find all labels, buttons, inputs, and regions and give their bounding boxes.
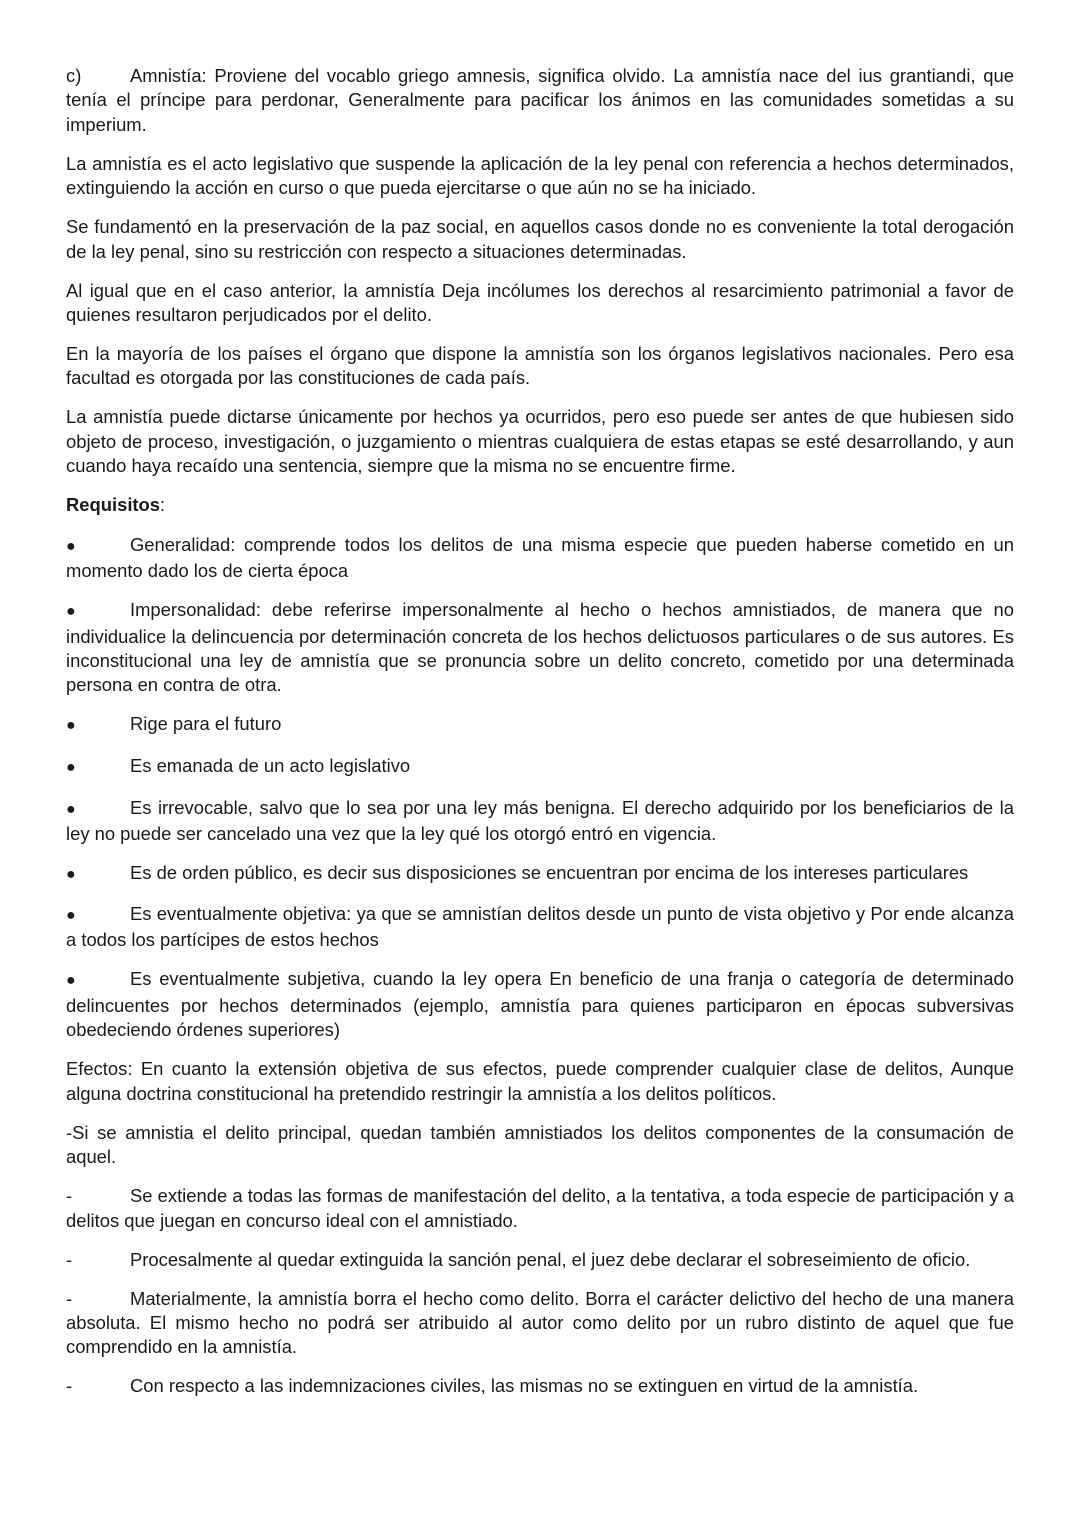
efecto-item: [66, 1248, 1014, 1272]
section-intro-text: Amnistía: Proviene del vocablo griego amnesis, significa olvido. La amnistía nace del ius grantiandi, que tenía el príncipe para perdonar, Generalmente para pacificar los ánimos en las comunidades sometidas a su imperium.: [66, 65, 1014, 135]
efectos-first: -Si se amnistia el delito principal, quedan también amnistiados los delitos componentes de la consumación de aquel.: [66, 1121, 1014, 1168]
efecto-text: Materialmente, la amnistía borra el hecho como delito. Borra el carácter delictivo del hecho de una manera absoluta. El mismo hecho no podrá ser atribuido al autor como delito por un rubro distinto de aquel que fue comprendido en la amnistía.: [66, 1287, 1014, 1358]
efecto-text: Se extiende a todas las formas de manifestación del delito, a la tentativa, a toda especie de participación y a delitos que juegan en concurso ideal con el amnistiado.: [66, 1185, 1014, 1231]
bullet-icon: ●: [66, 800, 76, 818]
bullet-icon: ●: [66, 759, 76, 777]
requisito-text: Impersonalidad: debe referirse impersonalmente al hecho o hechos amnistiados, de manera que no individualice la delincuencia por determinación concreta de los hechos delictuosos particulares o de sus autores. Es inconstitucional una ley de amnistía que se pronuncia sobre un delito concreto, cometido por una determinada persona en contra de otra.: [66, 599, 1014, 696]
dash-marker: -: [66, 1185, 73, 1207]
efecto-item: [66, 1287, 1014, 1360]
requisito-text: Es irrevocable, salvo que lo sea por una ley más benigna. El derecho adquirido por los beneficiarios de la ley no puede ser cancelado una vez que la ley qué los otorgó entró en vigencia.: [66, 796, 1014, 845]
requisito-item: [66, 796, 1014, 847]
requisito-text: Es de orden público, es decir sus disposiciones se encuentran por encima de los intereses particulares: [130, 862, 969, 884]
efecto-item: [66, 1374, 1014, 1398]
dash-marker: -: [66, 1248, 73, 1270]
bullet-icon: ●: [66, 972, 76, 990]
paragraph: Al igual que en el caso anterior, la amnistía Deja incólumes los derechos al resarcimiento patrimonial a favor de quienes resultaron perjudicados por el delito.: [66, 279, 1014, 326]
paragraph: La amnistía puede dictarse únicamente por hechos ya ocurridos, pero eso puede ser antes de que hubiesen sido objeto de proceso, investigación, o juzgamiento o mientras cualquiera de estas etapas se esté desarrollando, y aun cuando haya recaído una sentencia, siempre que la misma no se encuentre firme.: [66, 406, 1014, 477]
paragraph: Se fundamentó en la preservación de la paz social, en aquellos casos donde no es conveniente la total derogación de la ley penal, sino su restricción con respecto a situaciones determinadas.: [66, 216, 1014, 262]
dash-marker: -: [66, 1375, 73, 1397]
requisito-text: Rige para el futuro: [130, 713, 282, 735]
requisitos-heading: [66, 493, 1014, 517]
requisito-text: Es eventualmente objetiva: ya que se amnistían delitos desde un punto de vista objetivo y Por ende alcanza a todos los partícipes de estos hechos: [66, 903, 1014, 951]
section-c-intro: [66, 64, 1014, 137]
requisito-text: Es eventualmente subjetiva, cuando la ley opera En beneficio de una franja o categoría de determinado delincuentes por hechos determinados (ejemplo, amnistía para quienes participaron en épocas subversivas obedeciendo órdenes superiores): [66, 968, 1014, 1041]
paragraph: En la mayoría de los países el órgano que dispone la amnistía son los órganos legislativos nacionales. Pero esa facultad es otorgada por las constituciones de cada país.: [66, 343, 1014, 389]
requisito-item: [66, 967, 1014, 1042]
requisito-item: [66, 861, 1014, 887]
bullet-icon: ●: [66, 537, 76, 555]
requisitos-heading-text: Requisitos: [66, 494, 161, 516]
requisitos-heading-colon: :: [160, 494, 166, 516]
requisito-item: [66, 712, 1014, 738]
efecto-text: Procesalmente al quedar extinguida la sanción penal, el juez debe declarar el sobreseimiento de oficio.: [130, 1248, 971, 1270]
requisito-text: Es emanada de un acto legislativo: [130, 755, 411, 777]
requisito-text: Generalidad: comprende todos los delitos de una misma especie que pueden haberse cometido en un momento dado los de cierta época: [66, 533, 1014, 582]
bullet-icon: ●: [66, 603, 76, 621]
bullet-icon: ●: [66, 907, 76, 925]
requisito-item: [66, 533, 1014, 584]
requisito-item: [66, 598, 1014, 698]
bullet-icon: ●: [66, 866, 76, 884]
efecto-item: [66, 1184, 1014, 1233]
section-marker: c): [66, 65, 82, 86]
requisito-item: [66, 902, 1014, 953]
efecto-text: Con respecto a las indemnizaciones civiles, las mismas no se extinguen en virtud de la amnistía.: [130, 1375, 919, 1397]
dash-marker: -: [66, 1287, 73, 1309]
paragraph: La amnistía es el acto legislativo que suspende la aplicación de la ley penal con referencia a hechos determinados, extinguiendo la acción en curso o que pueda ejercitarse o que aún no se ha iniciado.: [66, 152, 1014, 199]
requisito-item: [66, 754, 1014, 780]
efectos-intro: Efectos: En cuanto la extensión objetiva de sus efectos, puede comprender cualquier clase de delitos, Aunque alguna doctrina constitucional ha pretendido restringir la amnistía a los delitos políticos.: [66, 1058, 1014, 1104]
bullet-icon: ●: [66, 717, 76, 735]
